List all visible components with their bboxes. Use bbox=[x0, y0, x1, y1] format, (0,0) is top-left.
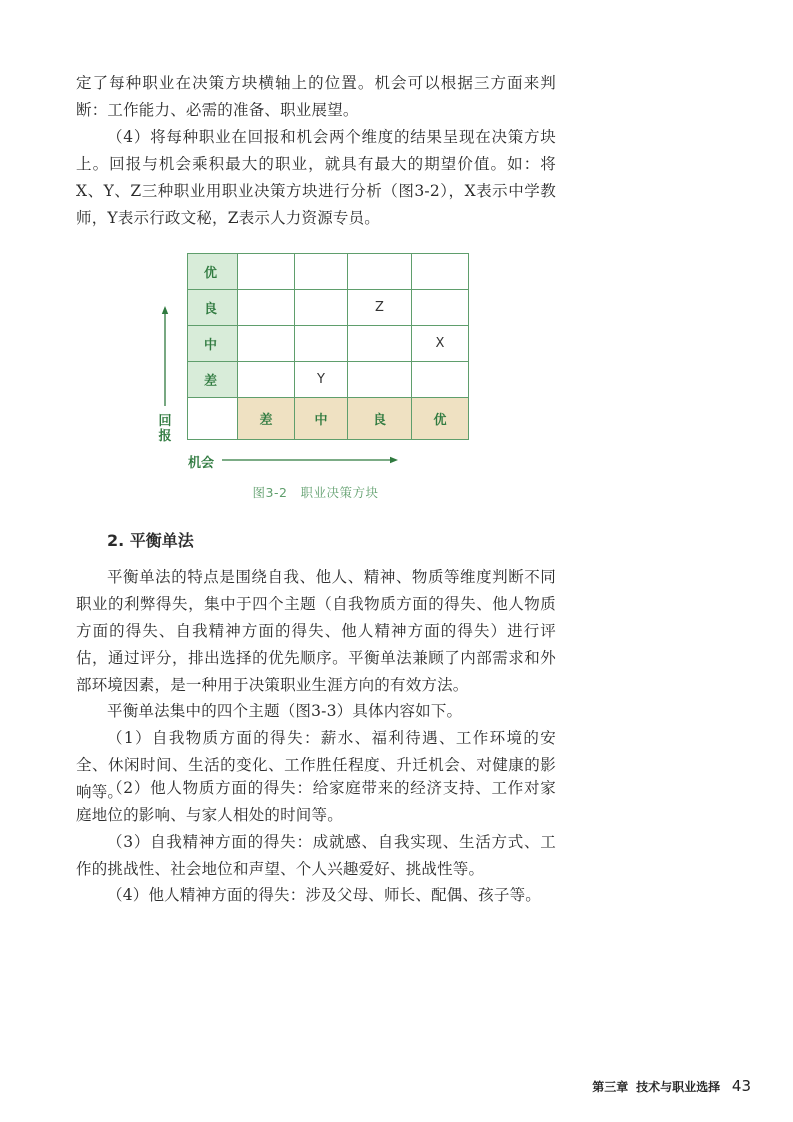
matrix-cell bbox=[348, 326, 412, 362]
paragraph-theme-4: （4）他人精神方面的得失：涉及父母、师长、配偶、孩子等。 bbox=[107, 886, 541, 904]
paragraph-continued: 定了每种职业在决策方块横轴上的位置。机会可以根据三方面来判断：工作能力、必需的准备、职业展望。 bbox=[76, 74, 556, 119]
paragraph-step-4: （4）将每种职业在回报和机会两个维度的结果呈现在决策方块上。回报与机会乘积最大的职业，就具有最大的期望价值。如：将X、Y、Z三种职业用职业决策方块进行分析（图3-2），X表示中学教师，Y表示行政文秘，Z表示人力资源专员。 bbox=[76, 128, 556, 227]
matrix-cell: Y bbox=[295, 362, 348, 398]
matrix-cell: Z bbox=[348, 290, 412, 326]
page-number: 43 bbox=[731, 1077, 751, 1095]
matrix-cell bbox=[238, 362, 295, 398]
x-axis-label: 机会 bbox=[188, 456, 215, 471]
matrix-cell bbox=[295, 254, 348, 290]
paragraph-themes: 平衡单法集中的四个主题（图3-3）具体内容如下。 bbox=[107, 702, 463, 720]
corner-cell bbox=[188, 398, 238, 440]
matrix-cell bbox=[412, 362, 469, 398]
matrix-cell bbox=[238, 326, 295, 362]
matrix-cell bbox=[295, 290, 348, 326]
matrix-cell bbox=[348, 362, 412, 398]
footer-chapter: 第三章 bbox=[592, 1080, 629, 1094]
footer-title: 技术与职业选择 bbox=[636, 1080, 721, 1094]
y-axis-arrow-icon bbox=[161, 306, 169, 406]
section-title: 2. 平衡单法 bbox=[107, 531, 194, 550]
column-header: 差 bbox=[238, 398, 295, 440]
x-axis-arrow-icon bbox=[222, 452, 398, 468]
column-header: 良 bbox=[348, 398, 412, 440]
matrix-cell bbox=[412, 254, 469, 290]
matrix-cell bbox=[238, 254, 295, 290]
row-header: 中 bbox=[188, 326, 238, 362]
matrix-cell bbox=[348, 254, 412, 290]
paragraph-theme-3: （3）自我精神方面的得失：成就感、自我实现、生活方式、工作的挑战性、社会地位和声望、个人兴趣爱好、挑战性等。 bbox=[76, 833, 556, 878]
paragraph-intro: 平衡单法的特点是围绕自我、他人、精神、物质等维度判断不同职业的利弊得失，集中于四个主题（自我物质方面的得失、他人物质方面的得失、自我精神方面的得失、他人精神方面的得失）进行评估，通过评分，排出选择的优先顺序。平衡单法兼顾了内部需求和外部环境因素，是一种用于决策职业生涯方向的有效方法。 bbox=[76, 568, 556, 694]
column-header: 中 bbox=[295, 398, 348, 440]
paragraph-theme-1: （1）自我物质方面的得失：薪水、福利待遇、工作环境的安全、休闲时间、生活的变化、工作胜任程度、升迁机会、对健康的影响等。 bbox=[76, 729, 556, 801]
page-footer bbox=[592, 1077, 751, 1095]
column-header: 优 bbox=[412, 398, 469, 440]
row-header: 差 bbox=[188, 362, 238, 398]
matrix-cell bbox=[295, 326, 348, 362]
y-axis-label: 回报 bbox=[158, 414, 172, 444]
matrix-cell: X bbox=[412, 326, 469, 362]
matrix-cell bbox=[412, 290, 469, 326]
matrix-cell bbox=[238, 290, 295, 326]
decision-matrix-table bbox=[187, 253, 469, 440]
row-header: 优 bbox=[188, 254, 238, 290]
paragraph-theme-2: （2）他人物质方面的得失：给家庭带来的经济支持、工作对家庭地位的影响、与家人相处的时间等。 bbox=[76, 779, 556, 824]
row-header: 良 bbox=[188, 290, 238, 326]
figure-caption: 图3-2 职业决策方块 bbox=[252, 485, 379, 500]
